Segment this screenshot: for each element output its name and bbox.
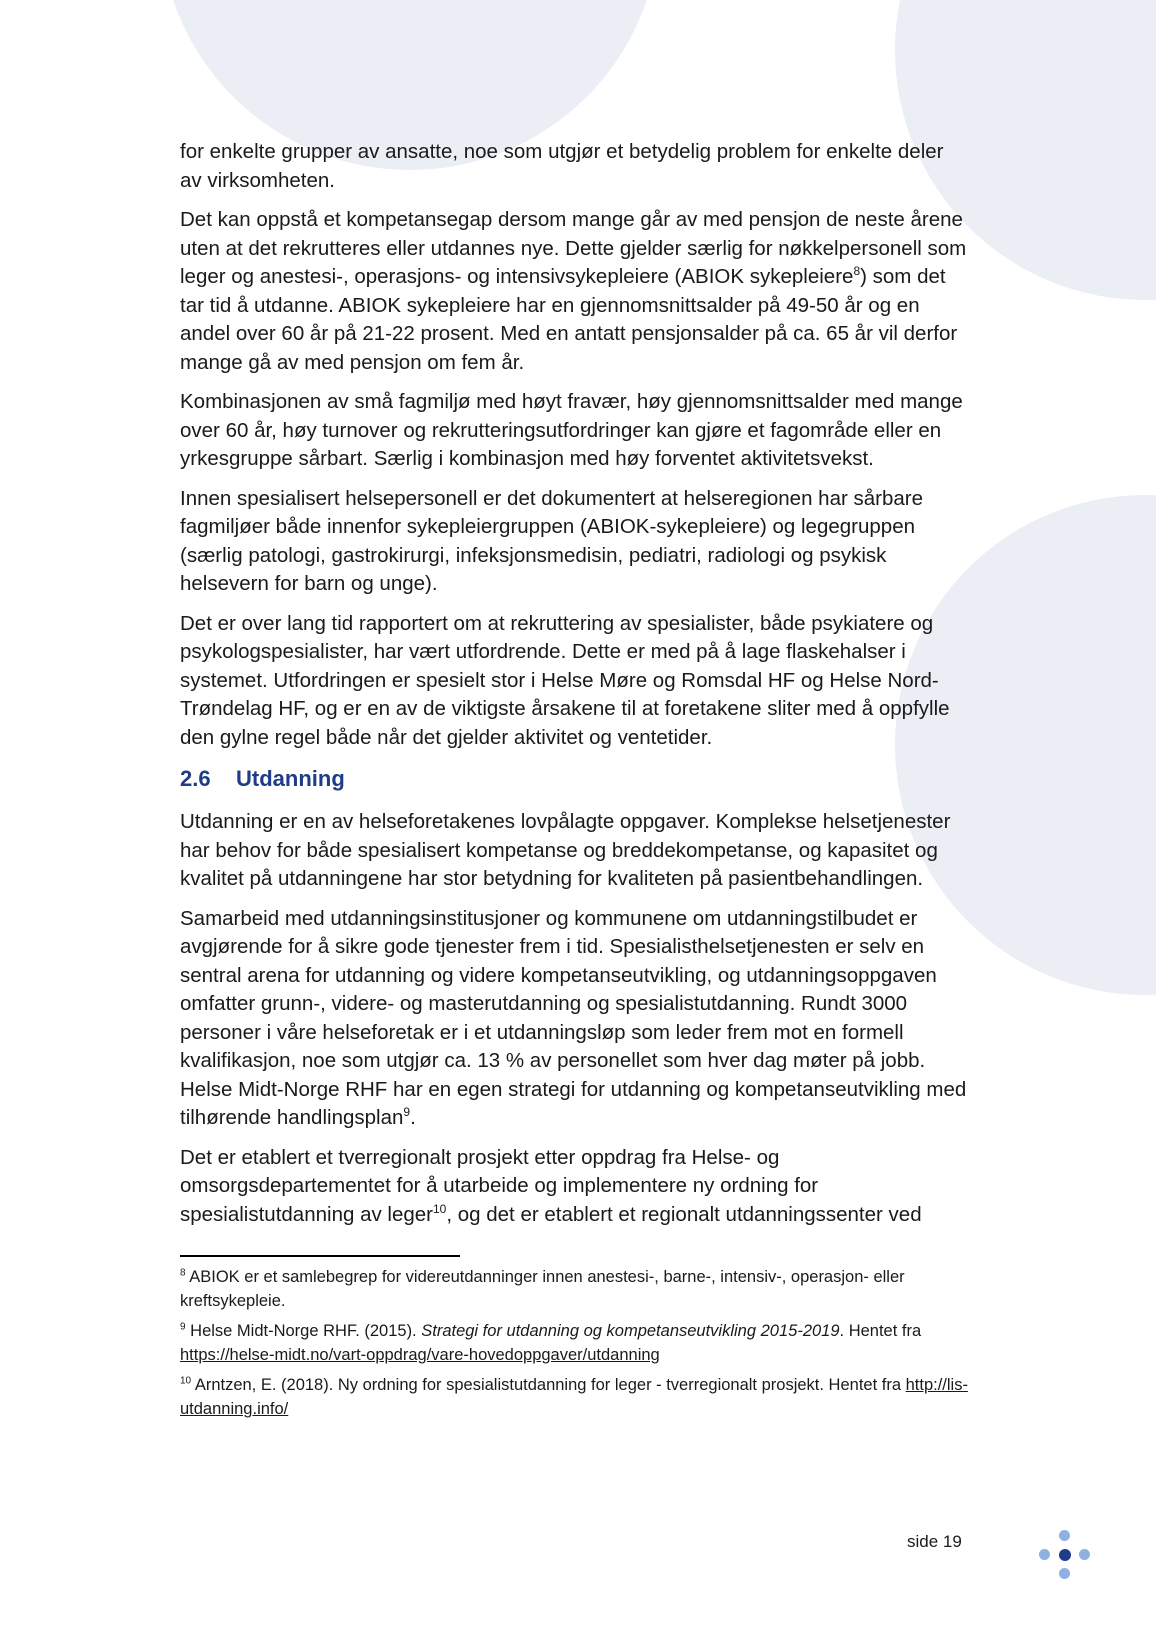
- footnote-ref[interactable]: 9: [403, 1105, 411, 1120]
- footnote-text: Arntzen, E. (2018). Ny ordning for spesialistutdanning for leger - tverregionalt prosjekt. Hentet fra: [194, 1376, 906, 1394]
- paragraph: [180, 206, 970, 377]
- footnote-text: ABIOK er et samlebegrep for videreutdanninger innen anestesi-, barne-, intensiv-, operasjon- eller kreftsykepleie.: [180, 1268, 905, 1310]
- paragraph: [180, 1144, 970, 1230]
- footnote-8: [180, 1265, 970, 1313]
- footnote-link[interactable]: http://lis-utdanning.info/: [180, 1376, 968, 1418]
- paragraph: [180, 905, 970, 1133]
- footnote-10: [180, 1373, 970, 1421]
- section-number: 2.6: [180, 766, 211, 791]
- paragraph: for enkelte grupper av ansatte, noe som utgjør et betydelig problem for enkelte deler av virksomheten.: [180, 140, 944, 192]
- paragraph-text: Samarbeid med utdanningsinstitusjoner og kommunene om utdanningstilbudet er avgjørende for å sikre gode tjenester frem i tid. Spesialisthelsetjenesten er selv en sentral arena for utdanning og videre kompetanseutvikling, og utdanningsoppgaven omfatter grunn-, videre- og masterutdanning og spesialistutdanning. Rundt 3000 personer i våre helseforetak er i et utdanningsløp som leder frem mot en formell kvalifikasjon, noe som utgjør ca. 13 % av personellet som hver dag møter på jobb. Helse Midt-Norge RHF har en egen strategi for utdanning og kompetanseutvikling med tilhørende handlingsplan: [180, 906, 967, 1129]
- footnote-ref[interactable]: 8: [853, 264, 861, 279]
- paragraph-text: Det er etablert et tverregionalt prosjekt etter oppdrag fra Helse- og omsorgsdepartementet for å utarbeide og implementere ny ordning for spesialistutdanning av leger: [180, 1145, 819, 1226]
- footnote-link[interactable]: https://helse-midt.no/vart-oppdrag/vare-hovedoppgaver/utdanning: [180, 1346, 660, 1364]
- footnote-number: 10: [180, 1375, 192, 1387]
- section-title: Utdanning: [236, 766, 345, 791]
- footnote-number: 9: [180, 1321, 186, 1333]
- paragraph: Utdanning er en av helseforetakenes lovpålagte oppgaver. Komplekse helsetjenester har behov for både spesialisert kompetanse og breddekompetanse, og kapasitet og kvalitet på utdanningene har stor betydning for kvaliteten på pasientbehandlingen.: [180, 810, 951, 890]
- section-heading: [180, 764, 970, 794]
- paragraph: Innen spesialisert helsepersonell er det dokumentert at helseregionen har sårbare fagmiljøer både innenfor sykepleiergruppen (ABIOK-sykepleiere) og legegruppen (særlig patologi, gastrokirurgi, infeksjonsmedisin, pediatri, radiologi og psykisk helsevern for barn og unge).: [180, 486, 924, 595]
- paragraph-text: ) som det tar tid å utdanne. ABIOK sykepleiere har en gjennomsnittsalder på 49-50 år og en andel over 60 år på 21-22 prosent. Med en antatt pensjonsalder på ca. 65 år vil derfor mange gå av med pensjon om fem år.: [180, 265, 958, 374]
- page-number: side 19: [907, 1532, 962, 1551]
- footnote-ref[interactable]: 10: [433, 1201, 447, 1216]
- paragraph: Kombinasjonen av små fagmiljø med høyt fravær, høy gjennomsnittsalder med mange over 60 år, høy turnover og rekrutteringsutfordringer kan gjøre et fagområde eller en yrkesgruppe sårbart. Særlig i kombinasjon med høy forventet aktivitetsvekst.: [180, 390, 963, 470]
- logo-dots-icon: [1035, 1530, 1095, 1590]
- footnote-text: . Hentet fra: [839, 1322, 922, 1340]
- footnote-text: Helse Midt-Norge RHF. (2015).: [190, 1322, 422, 1340]
- paragraph-text: Det kan oppstå et kompetansegap dersom mange går av med pensjon de neste årene uten at det rekrutteres eller utdannes nye. Dette gjelder særlig for nøkkelpersonell som leger og anestesi-, operasjons- og intensivsykepleiere (ABIOK sykepleiere: [180, 208, 967, 288]
- page-content: [180, 138, 970, 1427]
- paragraph-text: .: [410, 1106, 416, 1129]
- paragraph: Det er over lang tid rapportert om at rekruttering av spesialister, både psykiatere og psykologspesialister, har vært utfordrende. Dette er med på å lage flaskehalser i systemet. Utfordringen er spesielt stor i Helse Møre og Romsdal HF og Helse Nord-Trøndelag HF, og er en av de viktigste årsakene til at foretakene sliter med å oppfylle den gylne regel både når det gjelder aktivitet og ventetider.: [180, 611, 950, 749]
- footnote-title: Strategi for utdanning og kompetanseutvikling 2015-2019: [421, 1322, 840, 1340]
- footnote-9: [180, 1319, 970, 1367]
- footnote-divider: [180, 1255, 460, 1257]
- paragraph-text: , og det er etablert et regionalt utdanningssenter ved: [446, 1202, 922, 1226]
- footnote-number: 8: [180, 1267, 186, 1279]
